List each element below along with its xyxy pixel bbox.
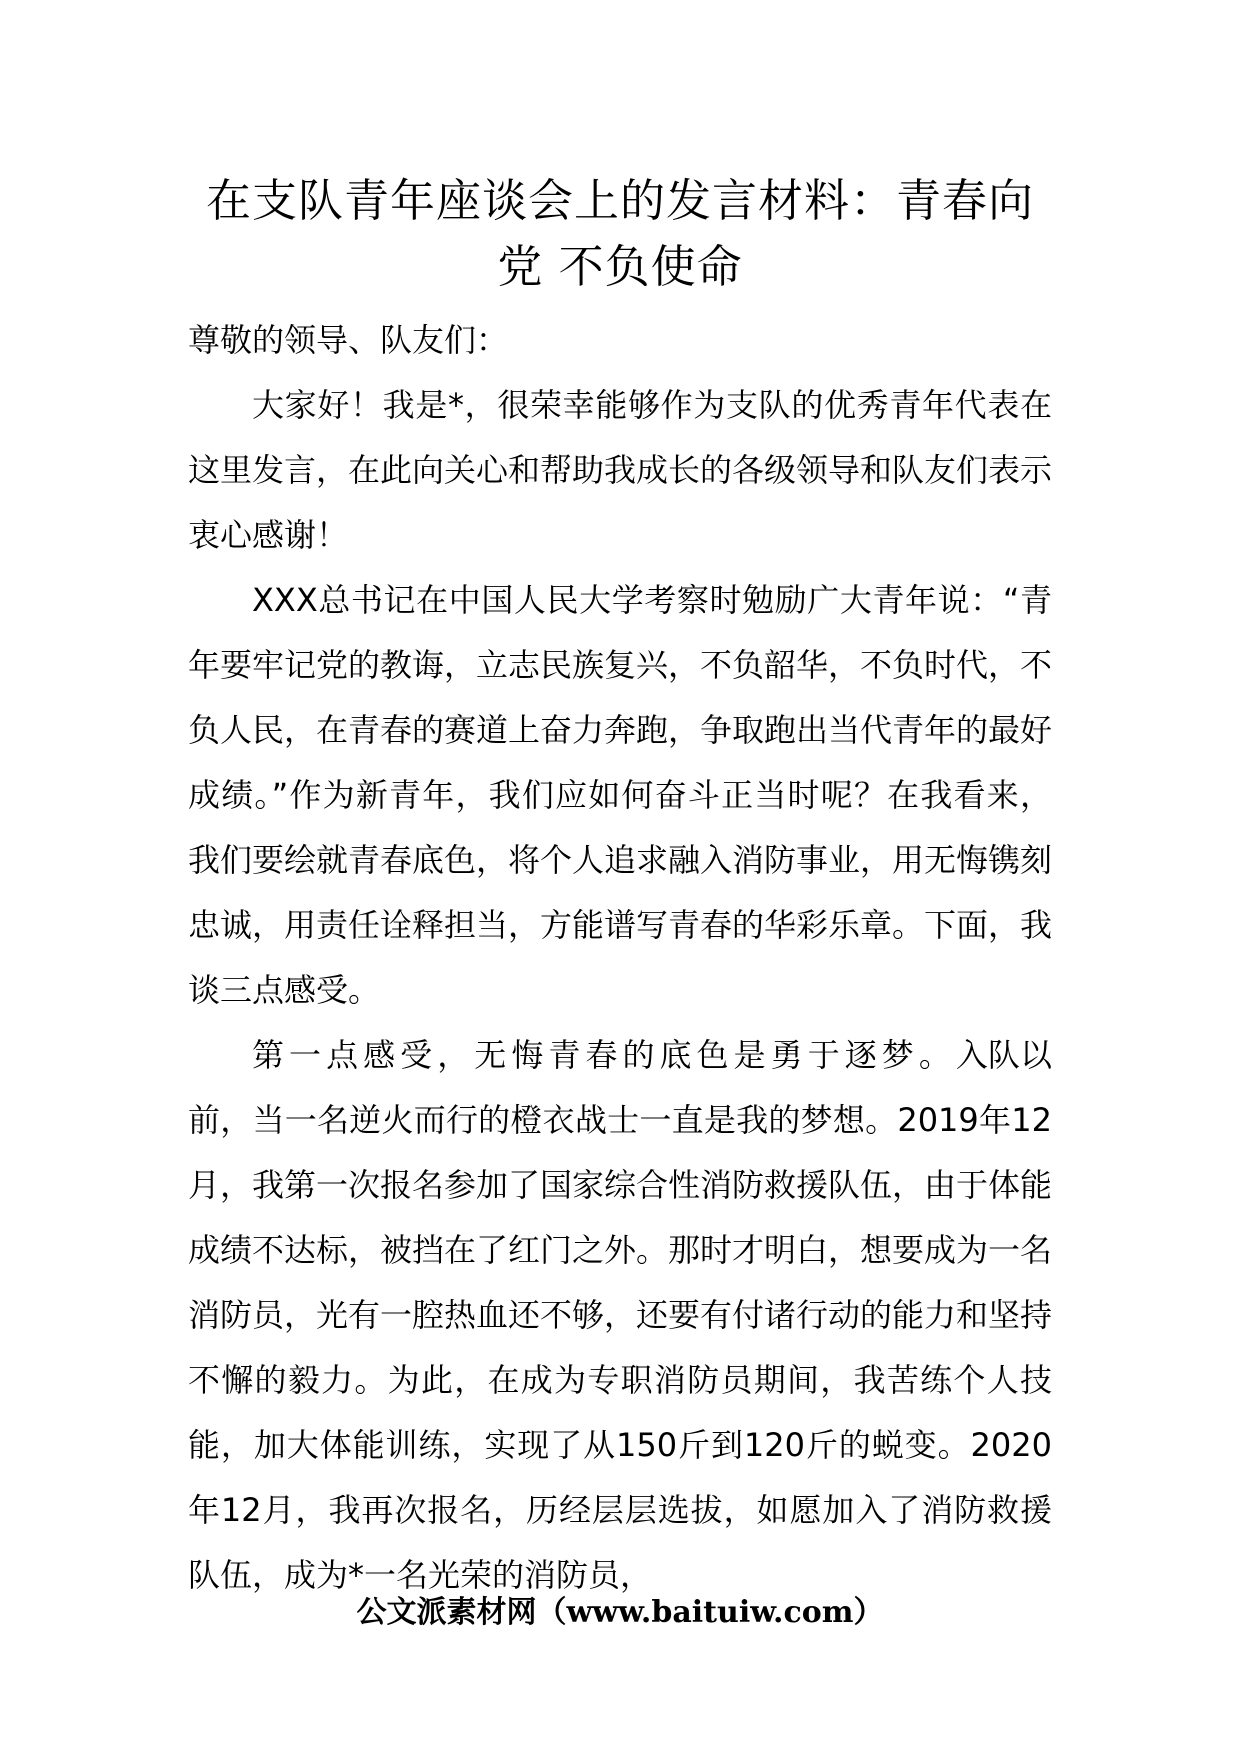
salutation: 尊敬的领导、队友们： xyxy=(188,321,509,359)
footer-watermark: 公文派素材网（www.baituiw.com） xyxy=(356,1595,884,1630)
paragraph-point-one xyxy=(188,1023,1052,1608)
document-title: 在支队青年座谈会上的发言材料：青春向党 不负使命 xyxy=(205,174,1034,293)
point-one-text: 入队以前，当一名逆火而行的橙衣战士一直是我的梦想。2019年12月，我第一次报名参加了国家综合性消防救援队伍，由于体能成绩不达标，被挡在了红门之外。那时才明白，想要成为一名消防员，光有一腔热血还不够，还要有付诸行动的能力和坚持不懈的毅力。为此，在成为专职消防员期间，我苦练个人技能，加大体能训练，实现了从150斤到120斤的蜕变。2020年12月，我再次报名，历经层层选拔，如愿加入了消防救援队伍，成为*一名光荣的消防员， xyxy=(188,1036,1053,1594)
paragraph-greeting: 大家好！我是*，很荣幸能够作为支队的优秀青年代表在这里发言，在此向关心和帮助我成长的各级领导和队友们表示衷心感谢！ xyxy=(188,386,1053,554)
paragraph-quote: XXX总书记在中国人民大学考察时勉励广大青年说：“青年要牢记党的教诲，立志民族复兴，不负韶华，不负时代，不负人民，在青春的赛道上奋力奔跑，争取跑出当代青年的最好成绩。”作为新青年，我们应如何奋斗正当时呢？在我看来，我们要绘就青春底色，将个人追求融入消防事业，用无悔镌刻忠诚，用责任诠释担当，方能谱写青春的华彩乐章。下面，我谈三点感受。 xyxy=(188,581,1053,1009)
document-body xyxy=(188,308,1052,1608)
point-one-lead: 第一点感受，无悔青春的底色是勇于逐梦。 xyxy=(252,1036,956,1074)
